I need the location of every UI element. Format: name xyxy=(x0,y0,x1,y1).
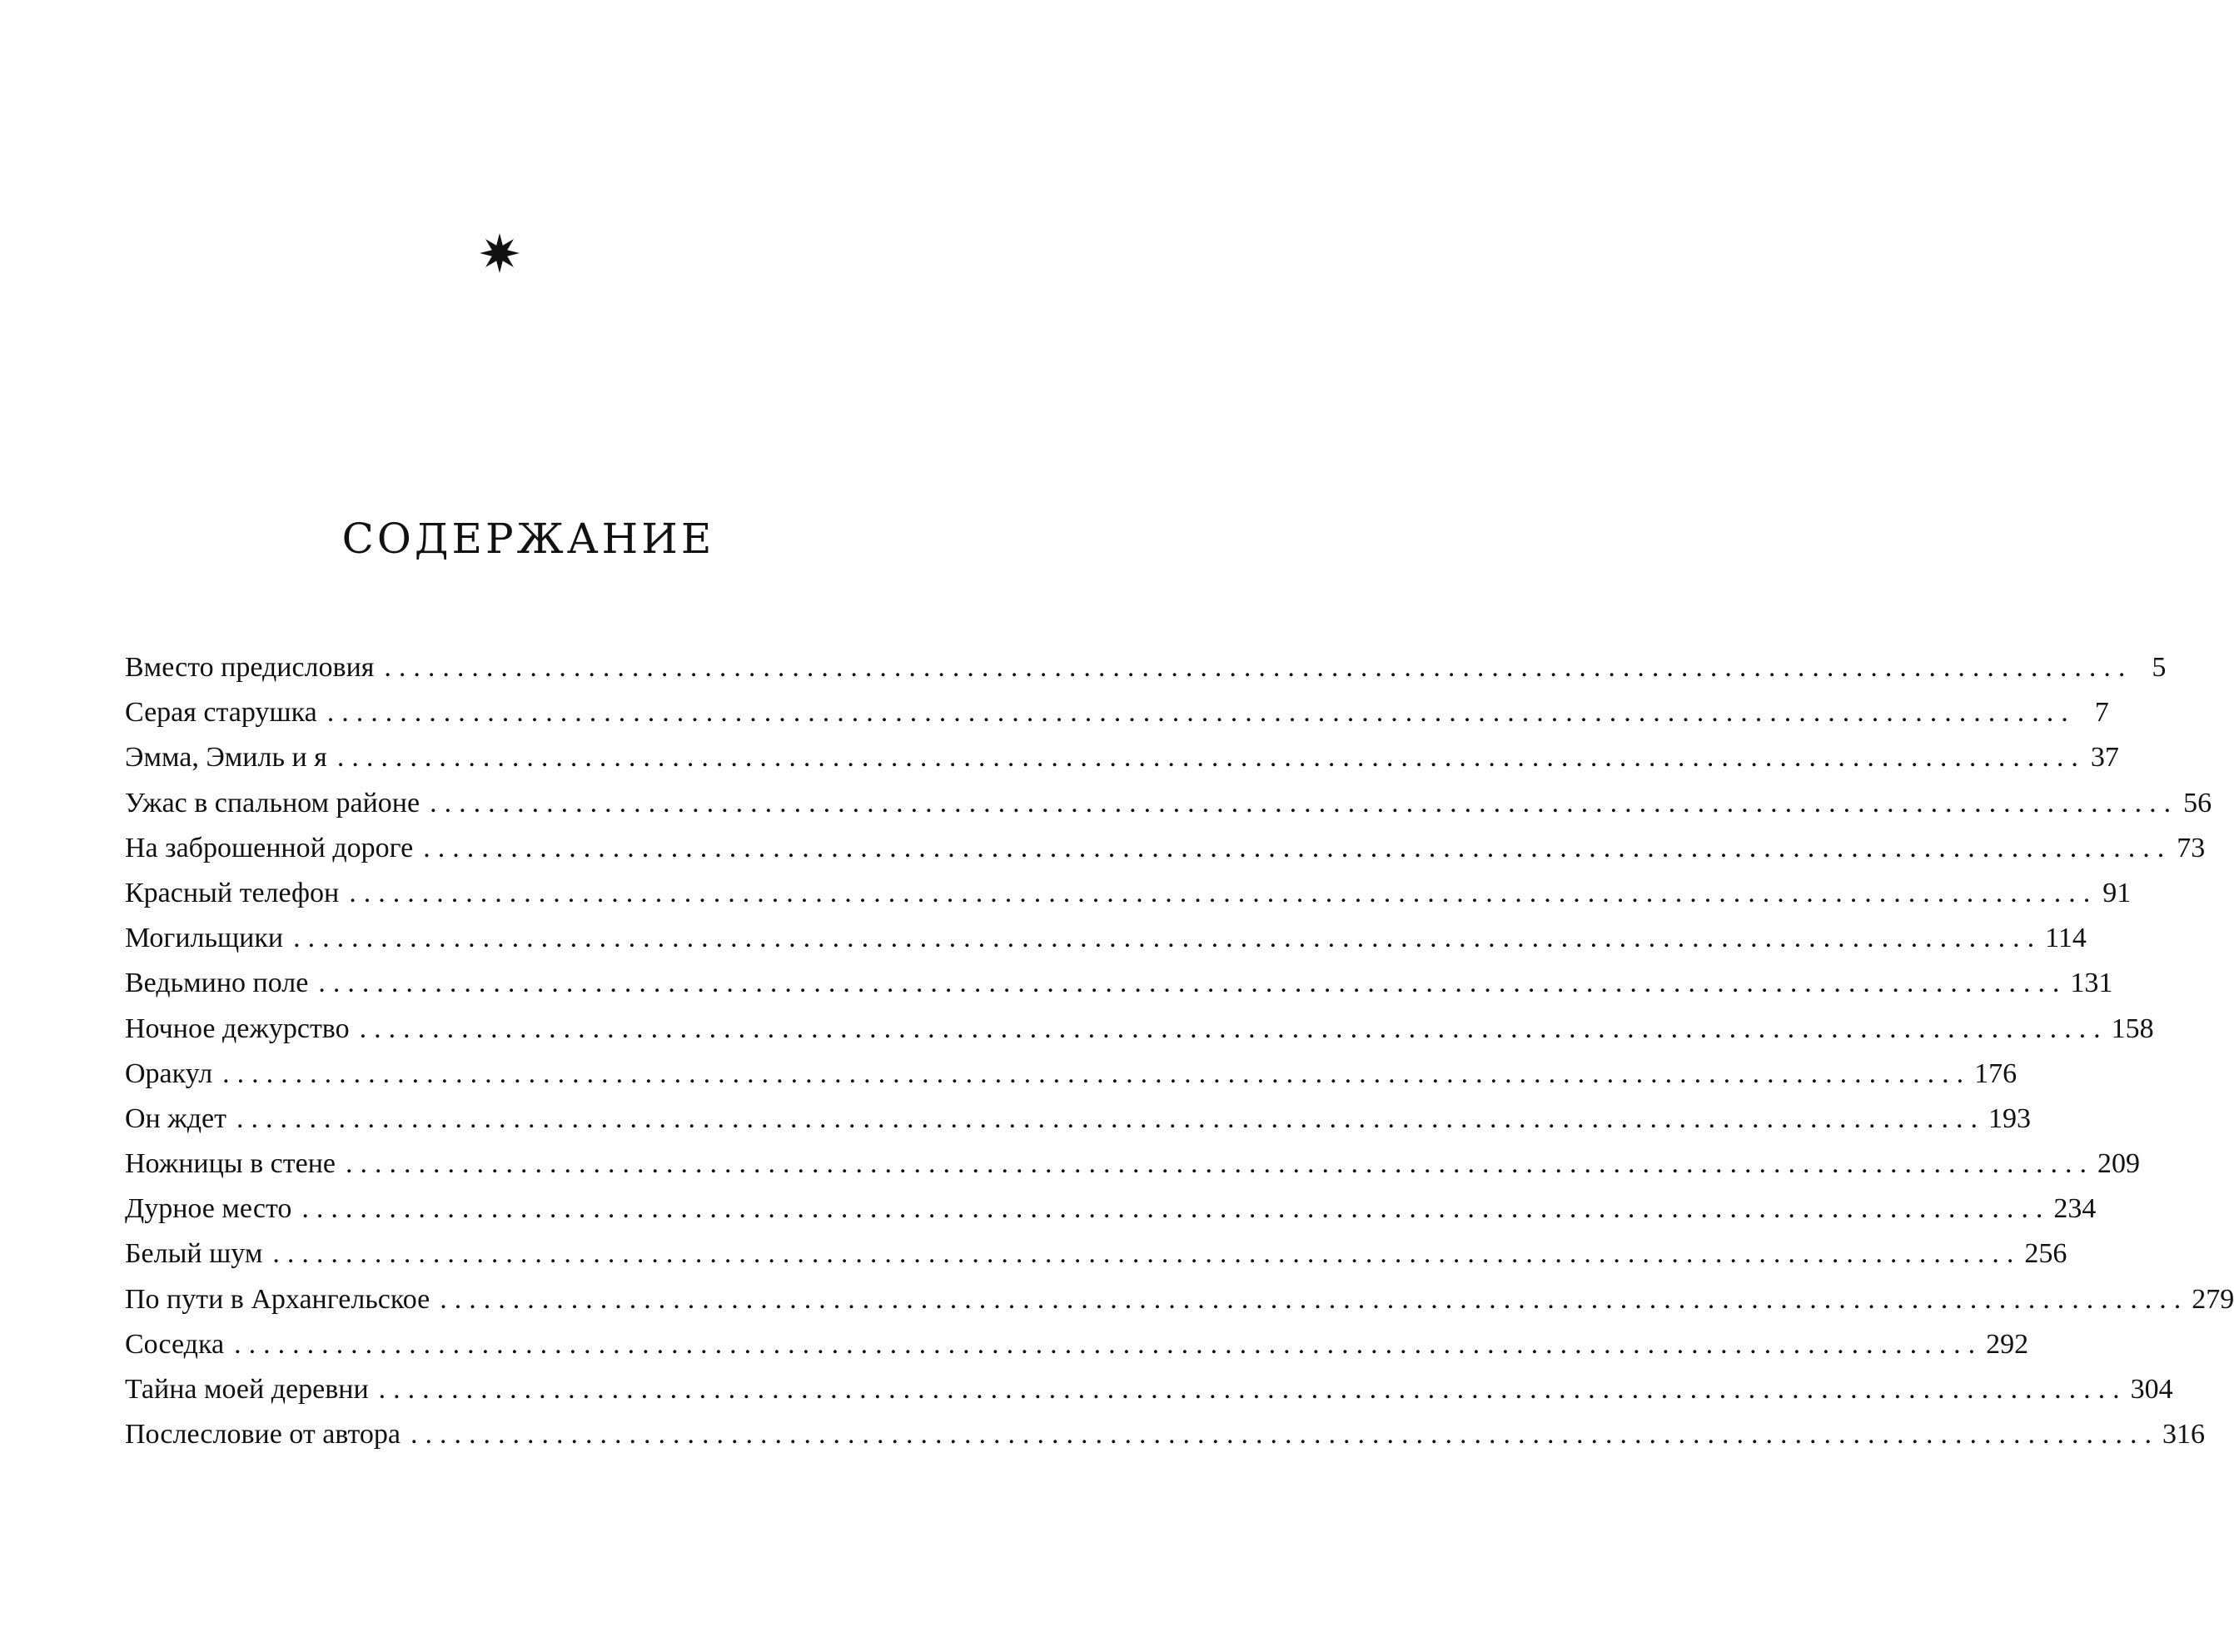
toc-entry-title: По пути в Архангельское xyxy=(125,1283,430,1315)
toc-entry-title: Он ждет xyxy=(125,1102,226,1134)
toc-leader-dots: ........................................................................................................................ xyxy=(440,1283,2189,1315)
toc-leader-dots: ........................................................................................................................ xyxy=(236,1102,1985,1134)
toc-leader-dots: ........................................................................................................................ xyxy=(410,1419,2160,1450)
toc-entry-page-number: 279 xyxy=(2192,1283,2234,1315)
page-title: СОДЕРЖАНИЕ xyxy=(341,515,715,563)
toc-entry-page-number: 158 xyxy=(2111,1013,2154,1044)
toc-entry xyxy=(125,781,2212,826)
toc-entry-title: Послесловие от автора xyxy=(125,1419,401,1450)
toc-entry xyxy=(125,871,2132,916)
toc-entry-page-number: 5 xyxy=(2152,652,2167,683)
toc-entry-page-number: 131 xyxy=(2070,968,2113,999)
table-of-contents xyxy=(125,645,2234,1457)
toc-entry xyxy=(125,645,2167,690)
toc-leader-dots: ........................................................................................................................ xyxy=(222,1057,1972,1089)
toc-entry xyxy=(125,826,2206,871)
toc-entry-title: Вместо предисловия xyxy=(125,652,375,683)
toc-entry xyxy=(125,1007,2154,1052)
toc-leader-dots: ........................................................................................................................ xyxy=(234,1328,1983,1360)
toc-leader-dots: ........................................................................................................................ xyxy=(423,832,2172,863)
toc-entry-title: Белый шум xyxy=(125,1238,263,1270)
toc-entry-title: Соседка xyxy=(125,1328,225,1360)
toc-entry xyxy=(125,1142,2141,1187)
toc-entry xyxy=(125,735,2119,780)
toc-entry xyxy=(125,690,2109,735)
toc-entry xyxy=(125,1367,2173,1412)
toc-entry-title: Ночное дежурство xyxy=(125,1013,350,1044)
toc-entry-page-number: 7 xyxy=(2094,697,2109,729)
toc-leader-dots: ........................................................................................................................ xyxy=(301,1193,2051,1225)
toc-entry-title: Оракул xyxy=(125,1057,213,1089)
toc-entry-page-number: 91 xyxy=(2102,877,2132,908)
toc-entry-title: Тайна моей деревни xyxy=(125,1374,369,1405)
toc-leader-dots: ........................................................................................................................ xyxy=(346,1148,2095,1180)
toc-entry-page-number: 304 xyxy=(2130,1374,2173,1405)
toc-entry-page-number: 56 xyxy=(2183,787,2212,819)
toc-entry-title: Серая старушка xyxy=(125,697,317,729)
toc-entry xyxy=(125,1097,2031,1142)
toc-entry-page-number: 316 xyxy=(2162,1419,2206,1450)
toc-leader-dots: ........................................................................................................................ xyxy=(293,923,2042,954)
toc-entry-page-number: 292 xyxy=(1986,1328,2029,1360)
toc-entry xyxy=(125,1322,2029,1367)
toc-entry-page-number: 73 xyxy=(2177,832,2206,863)
toc-entry-title: Дурное место xyxy=(125,1193,292,1225)
toc-entry-title: На заброшенной дороге xyxy=(125,832,414,863)
toc-leader-dots: ........................................................................................................................ xyxy=(430,787,2179,819)
toc-leader-dots: ........................................................................................................................ xyxy=(326,697,2076,729)
toc-entry xyxy=(125,916,2087,961)
toc-leader-dots: ........................................................................................................................ xyxy=(336,742,2086,774)
eight-point-star-icon xyxy=(480,233,520,273)
toc-entry-title: Красный телефон xyxy=(125,877,340,908)
toc-entry xyxy=(125,1232,2067,1276)
toc-entry-title: Могильщики xyxy=(125,923,284,954)
toc-entry-page-number: 209 xyxy=(2097,1148,2141,1180)
toc-entry-page-number: 193 xyxy=(1988,1102,2031,1134)
toc-entry xyxy=(125,1277,2234,1322)
toc-leader-dots: ........................................................................................................................ xyxy=(359,1013,2108,1044)
toc-leader-dots: ........................................................................................................................ xyxy=(384,652,2133,683)
toc-entry-page-number: 114 xyxy=(2045,923,2087,954)
toc-entry-title: Ножницы в стене xyxy=(125,1148,336,1180)
toc-leader-dots: ........................................................................................................................ xyxy=(272,1238,2022,1270)
toc-leader-dots: ........................................................................................................................ xyxy=(378,1374,2127,1405)
toc-entry-page-number: 37 xyxy=(2090,742,2119,774)
toc-entry-page-number: 176 xyxy=(1974,1057,2018,1089)
toc-entry xyxy=(125,1187,2097,1232)
toc-entry-title: Ужас в спальном районе xyxy=(125,787,420,819)
toc-entry-page-number: 234 xyxy=(2053,1193,2097,1225)
toc-leader-dots: ........................................................................................................................ xyxy=(318,968,2067,999)
toc-entry-page-number: 256 xyxy=(2024,1238,2067,1270)
toc-entry xyxy=(125,1052,2018,1097)
toc-entry-title: Эмма, Эмиль и я xyxy=(125,742,327,774)
toc-leader-dots: ........................................................................................................................ xyxy=(349,877,2098,908)
toc-entry xyxy=(125,1412,2206,1457)
toc-entry-title: Ведьмино поле xyxy=(125,968,309,999)
toc-entry xyxy=(125,961,2113,1006)
